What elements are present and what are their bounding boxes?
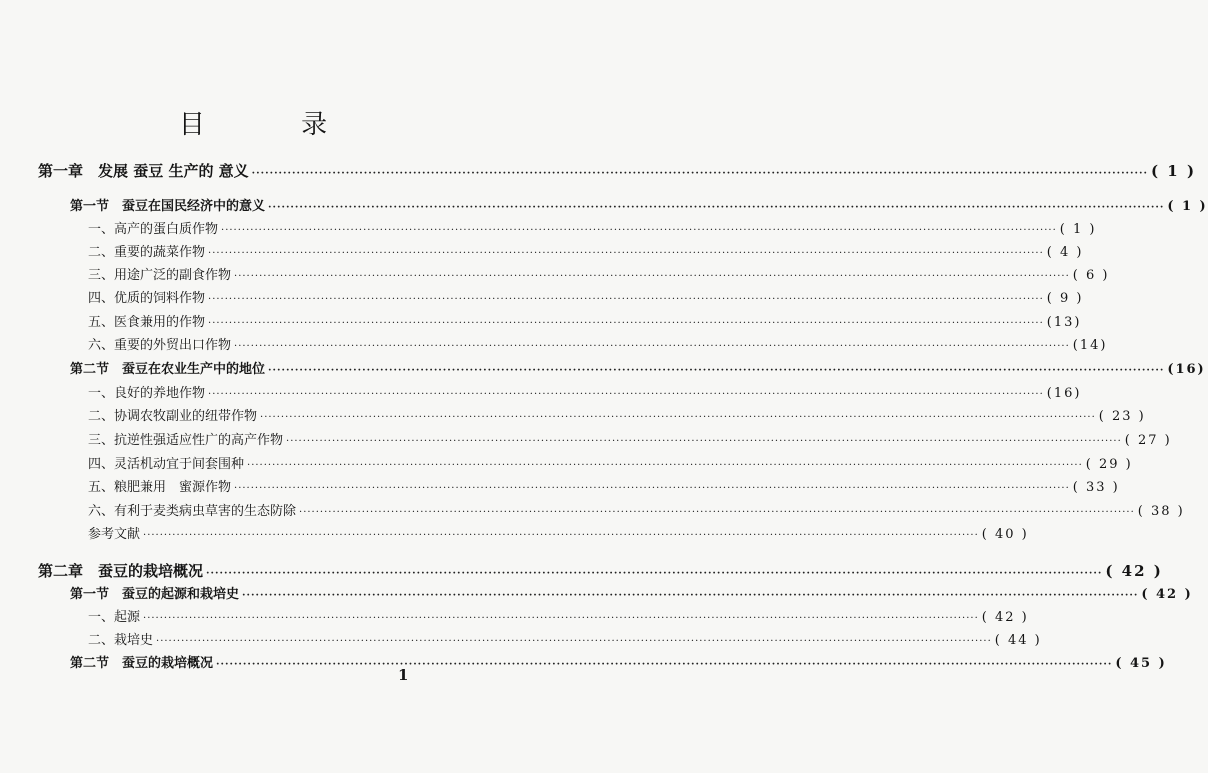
toc-entry-item bbox=[88, 430, 1172, 452]
toc-entry-item bbox=[88, 501, 1185, 523]
toc-entry-chapter bbox=[38, 160, 1197, 182]
toc-entry-page: ( 42 ) bbox=[981, 610, 1029, 625]
toc-entry-label: 第二章 蚕豆的栽培概况 bbox=[38, 562, 204, 580]
toc-entry-label: 二、重要的蔬菜作物 bbox=[88, 245, 206, 260]
toc-entry-chapter bbox=[38, 560, 1163, 582]
toc-entry-item bbox=[88, 242, 1084, 264]
toc-dot-leader: ········································································································································································································ bbox=[216, 659, 1113, 670]
toc-entry-page: ( 1 ) bbox=[1167, 199, 1208, 214]
toc-entry-item bbox=[88, 219, 1097, 241]
toc-dot-leader: ········································································································································································································ bbox=[268, 202, 1165, 213]
toc-dot-leader: ········································································································································································································ bbox=[234, 271, 1070, 282]
toc-entry-section bbox=[70, 584, 1193, 606]
toc-entry-item bbox=[88, 477, 1120, 499]
toc-entry-page: ( 1 ) bbox=[1150, 162, 1197, 180]
toc-entry-page: (13) bbox=[1046, 315, 1082, 330]
toc-entry-label: 二、栽培史 bbox=[88, 633, 154, 648]
toc-entry-label: 三、用途广泛的副食作物 bbox=[88, 268, 232, 283]
toc-dot-leader: ········································································································································································································ bbox=[242, 590, 1139, 601]
toc-dot-leader: ········································································································································································································ bbox=[234, 483, 1070, 494]
toc-entry-label: 第一节 蚕豆在国民经济中的意义 bbox=[70, 199, 266, 214]
toc-entry-label: 第二节 蚕豆的栽培概况 bbox=[70, 656, 214, 671]
toc-entry-label: 六、有利于麦类病虫草害的生态防除 bbox=[88, 504, 297, 519]
toc-entry-page: (16) bbox=[1167, 362, 1206, 377]
toc-entry-page: ( 45 ) bbox=[1115, 656, 1167, 671]
page-number: 1 bbox=[398, 666, 409, 684]
toc-entry-label: 四、灵活机动宜于间套围种 bbox=[88, 457, 245, 472]
toc-entry-page: ( 33 ) bbox=[1072, 480, 1120, 495]
toc-dot-leader: ········································································································································································································ bbox=[247, 460, 1083, 471]
toc-dot-leader: ········································································································································································································ bbox=[208, 389, 1044, 400]
toc-dot-leader: ········································································································································································································ bbox=[208, 248, 1044, 259]
toc-entry-page: ( 4 ) bbox=[1046, 245, 1084, 260]
toc-entry-item bbox=[88, 383, 1082, 405]
toc-entry-section bbox=[70, 196, 1208, 218]
toc-entry-item bbox=[88, 454, 1133, 476]
toc-entry-page: ( 42 ) bbox=[1141, 587, 1193, 602]
toc-dot-leader: ········································································································································································································ bbox=[206, 568, 1103, 579]
toc-entry-item bbox=[88, 524, 1029, 546]
toc-dot-leader: ········································································································································································································ bbox=[143, 613, 979, 624]
toc-entry-item bbox=[88, 288, 1084, 310]
toc-entry-page: ( 38 ) bbox=[1137, 504, 1185, 519]
toc-dot-leader: ········································································································································································································ bbox=[221, 225, 1057, 236]
toc-dot-leader: ········································································································································································································ bbox=[143, 530, 979, 541]
toc-entry-label: 二、协调农牧副业的纽带作物 bbox=[88, 409, 258, 424]
toc-entry-page: ( 9 ) bbox=[1046, 291, 1084, 306]
toc-entry-label: 四、优质的饲料作物 bbox=[88, 291, 206, 306]
toc-entry-item bbox=[88, 406, 1146, 428]
toc-dot-leader: ········································································································································································································ bbox=[234, 341, 1070, 352]
toc-entry-page: ( 42 ) bbox=[1105, 562, 1163, 580]
toc-entry-section bbox=[70, 653, 1167, 675]
toc-dot-leader: ········································································································································································································ bbox=[268, 365, 1165, 376]
toc-entry-label: 一、高产的蛋白质作物 bbox=[88, 222, 219, 237]
toc-dot-leader: ········································································································································································································ bbox=[208, 294, 1044, 305]
toc-entry-label: 参考文献 bbox=[88, 527, 141, 542]
toc-entry-label: 一、良好的养地作物 bbox=[88, 386, 206, 401]
toc-dot-leader: ········································································································································································································ bbox=[286, 436, 1122, 447]
toc-dot-leader: ········································································································································································································ bbox=[251, 168, 1148, 179]
toc-entry-page: ( 44 ) bbox=[994, 633, 1042, 648]
toc-dot-leader: ········································································································································································································ bbox=[299, 507, 1135, 518]
toc-entry-label: 一、起源 bbox=[88, 610, 141, 625]
toc-entry-page: ( 1 ) bbox=[1059, 222, 1097, 237]
toc-dot-leader: ········································································································································································································ bbox=[156, 636, 992, 647]
toc-entry-label: 第二节 蚕豆在农业生产中的地位 bbox=[70, 362, 266, 377]
toc-entry-page: (16) bbox=[1046, 386, 1082, 401]
toc-entry-label: 六、重要的外贸出口作物 bbox=[88, 338, 232, 353]
toc-entry-label: 第一章 发展 蚕豆 生产的 意义 bbox=[38, 162, 249, 180]
toc-entry-label: 五、粮肥兼用 蜜源作物 bbox=[88, 480, 232, 495]
toc-entry-item bbox=[88, 335, 1108, 357]
toc-entry-item bbox=[88, 312, 1082, 334]
toc-entry-page: ( 29 ) bbox=[1085, 457, 1133, 472]
toc-dot-leader: ········································································································································································································ bbox=[208, 318, 1044, 329]
toc-entry-item bbox=[88, 630, 1042, 652]
page-title: 目 录 bbox=[178, 110, 372, 140]
toc-entry-item bbox=[88, 607, 1029, 629]
toc-entry-label: 第一节 蚕豆的起源和栽培史 bbox=[70, 587, 240, 602]
toc-entry-label: 三、抗逆性强适应性广的高产作物 bbox=[88, 433, 284, 448]
toc-entry-page: ( 23 ) bbox=[1098, 409, 1146, 424]
toc-entry-item bbox=[88, 265, 1110, 287]
toc-entry-page: (14) bbox=[1072, 338, 1108, 353]
toc-entry-page: ( 40 ) bbox=[981, 527, 1029, 542]
toc-entry-label: 五、医食兼用的作物 bbox=[88, 315, 206, 330]
toc-entry-page: ( 27 ) bbox=[1124, 433, 1172, 448]
toc-entry-page: ( 6 ) bbox=[1072, 268, 1110, 283]
toc-dot-leader: ········································································································································································································ bbox=[260, 412, 1096, 423]
toc-entry-section bbox=[70, 359, 1206, 381]
